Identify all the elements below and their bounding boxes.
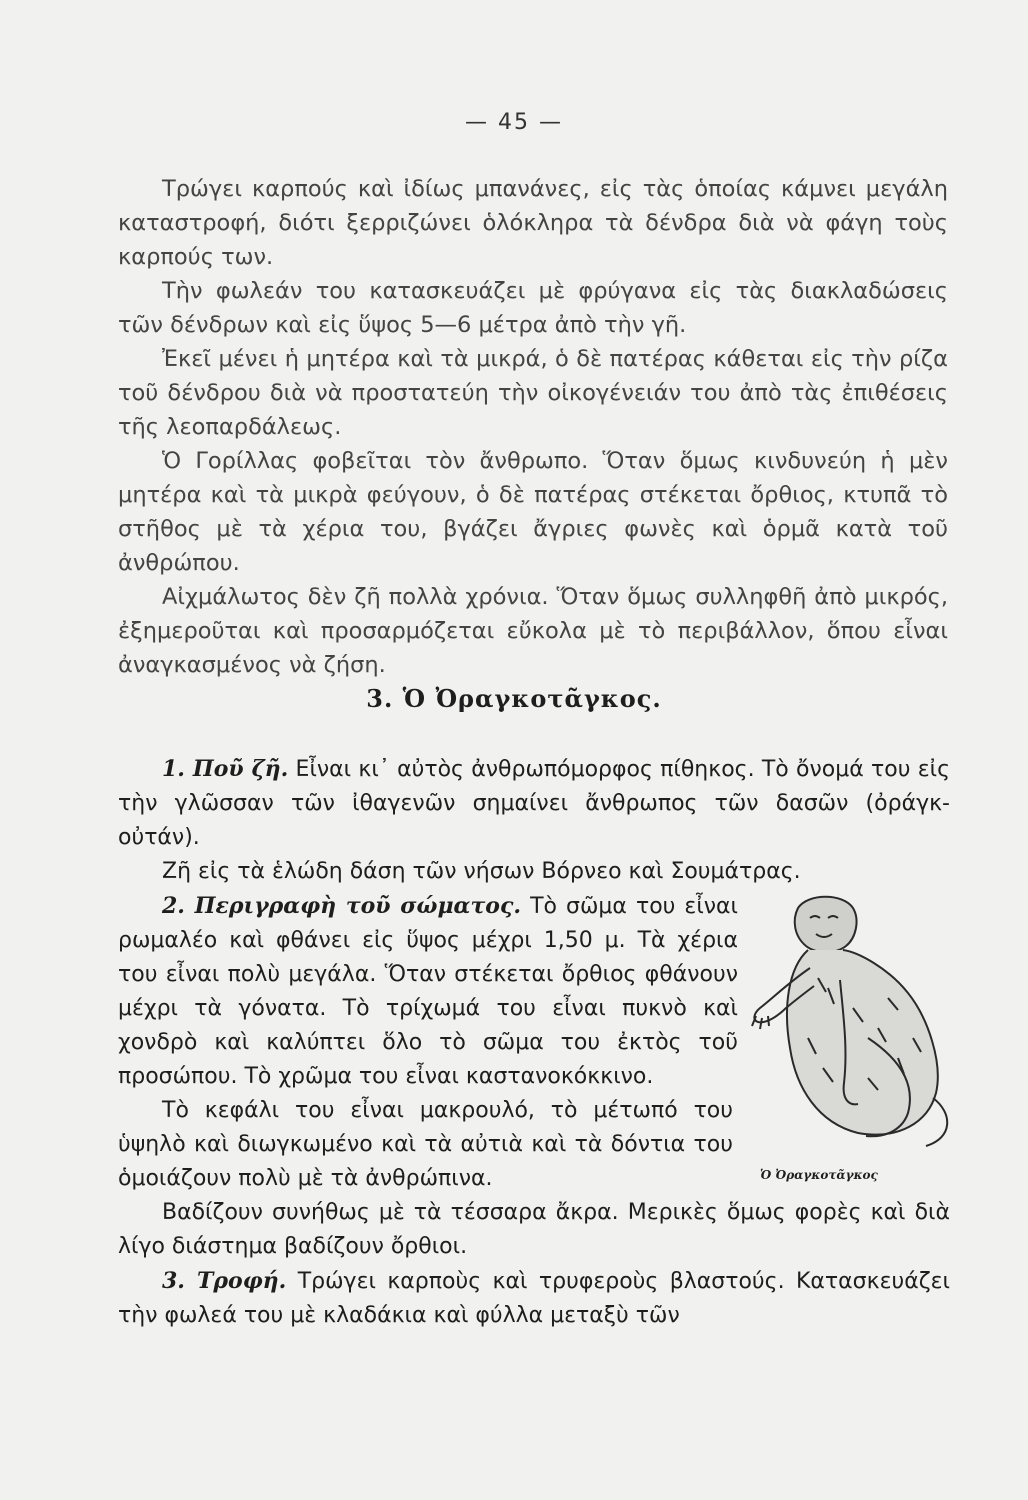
paragraph-body-description bbox=[118, 889, 738, 1094]
subsection-text: Τρώγει καρποὺς καὶ τρυφεροὺς βλαστούς. Κατασκευάζει τὴν φωλεά του μὲ κλαδάκια καὶ φύλλα μεταξὺ τῶν bbox=[118, 1269, 950, 1328]
paragraph: Τρώγει καρπούς καὶ ἰδίως μπανάνες, εἰς τὰς ὁποίας κάμνει μεγάλη καταστροφή, διότι ξερριζώνει ὁλόκληρα τὰ δένδρα διὰ νὰ φάγη τοὺς καρπούς των. bbox=[118, 176, 948, 270]
paragraph: Τὴν φωλεάν του κατασκευάζει μὲ φρύγανα εἰς τὰς διακλαδώσεις τῶν δένδρων καὶ εἰς ὕψος 5—6 μέτρα ἀπὸ τὴν γῆ. bbox=[118, 278, 948, 338]
subsection-label: 2. Περιγραφὴ τοῦ σώματος. bbox=[162, 893, 522, 919]
paragraph-food bbox=[118, 1264, 950, 1333]
figure-caption: Ὁ Ὀραγκοτᾶγκος bbox=[760, 1168, 878, 1182]
section-heading: 3. Ὁ Ὀραγκοτᾶγκος. bbox=[366, 684, 662, 713]
subsection-label: 3. Τροφή. bbox=[162, 1268, 287, 1294]
paragraph: Βαδίζουν συνήθως μὲ τὰ τέσσαρα ἄκρα. Μερικὲς ὅμως φορὲς καὶ διὰ λίγο διάστημα βαδίζουν ὄρθιοι. bbox=[118, 1200, 950, 1259]
subsection-label: 1. Ποῦ ζῆ. bbox=[162, 756, 289, 782]
orangutan-illustration bbox=[748, 888, 958, 1150]
subsection-text: Εἶναι κι᾿ αὐτὸς ἀνθρωπόμορφος πίθηκος. Τὸ ὄνομά του εἰς τὴν γλῶσσαν τῶν ἰθαγενῶν σημαίνει ἄνθρωπος τῶν δασῶν (ὀράγκ-οὐτάν). bbox=[118, 757, 950, 850]
paragraph: Ἐκεῖ μένει ἡ μητέρα καὶ τὰ μικρά, ὁ δὲ πατέρας κάθεται εἰς τὴν ρίζα τοῦ δένδρου διὰ νὰ προστατεύη τὴν οἰκογένειάν του ἀπὸ τὰς ἐπιθέσεις τῆς λεοπαρδάλεως. bbox=[118, 346, 948, 440]
paragraph: Τὸ κεφάλι του εἶναι μακρουλό, τὸ μέτωπό του ὑψηλὸ καὶ διωγκωμένο καὶ τὰ αὐτιὰ καὶ τὰ δόντια του ὁμοιάζουν πολὺ μὲ τὰ ἀνθρώπινα. bbox=[118, 1098, 733, 1191]
paragraph: Ὁ Γορίλλας φοβεῖται τὸν ἄνθρωπο. Ὅταν ὅμως κινδυνεύη ἡ μὲν μητέρα καὶ τὰ μικρὰ φεύγουν, ὁ δὲ πατέρας στέκεται ὄρθιος, κτυπᾶ τὸ στῆθος μὲ τὰ χέρια του, βγάζει ἄγριες φωνὲς καὶ ὁρμᾶ κατὰ τοῦ ἀνθρώπου. bbox=[118, 448, 948, 576]
subsection-text: Τὸ σῶμα του εἶναι ρωμαλέο καὶ φθάνει εἰς ὕψος μέχρι 1,50 μ. Τὰ χέρια του εἶναι πολὺ μεγάλα. Ὅταν στέκεται ὄρθιος φθάνουν μέχρι τὰ γόνατα. Τὸ τρίχωμά του εἶναι πυκνὸ καὶ χονδρὸ καὶ καλύπτει ὅλο τὸ σῶμα του ἐκτὸς τοῦ προσώπου. Τὸ χρῶμα του εἶναι καστανοκόκκινο. bbox=[118, 894, 739, 1089]
paragraph: Ζῆ εἰς τὰ ἑλώδη δάση τῶν νήσων Βόρνεο καὶ Σουμάτρας. bbox=[162, 859, 801, 884]
paragraph: Αἰχμάλωτος δὲν ζῆ πολλὰ χρόνια. Ὅταν ὅμως συλληφθῆ ἀπὸ μικρός, ἐξημεροῦται καὶ προσαρμόζεται εὔκολα μὲ τὸ περιβάλλον, ὅπου εἶναι ἀναγκασμένος νὰ ζήση. bbox=[118, 584, 948, 678]
page-number: — 45 — bbox=[465, 110, 563, 135]
gorilla-text-block bbox=[118, 172, 948, 682]
paragraph-where-lives bbox=[118, 752, 950, 855]
